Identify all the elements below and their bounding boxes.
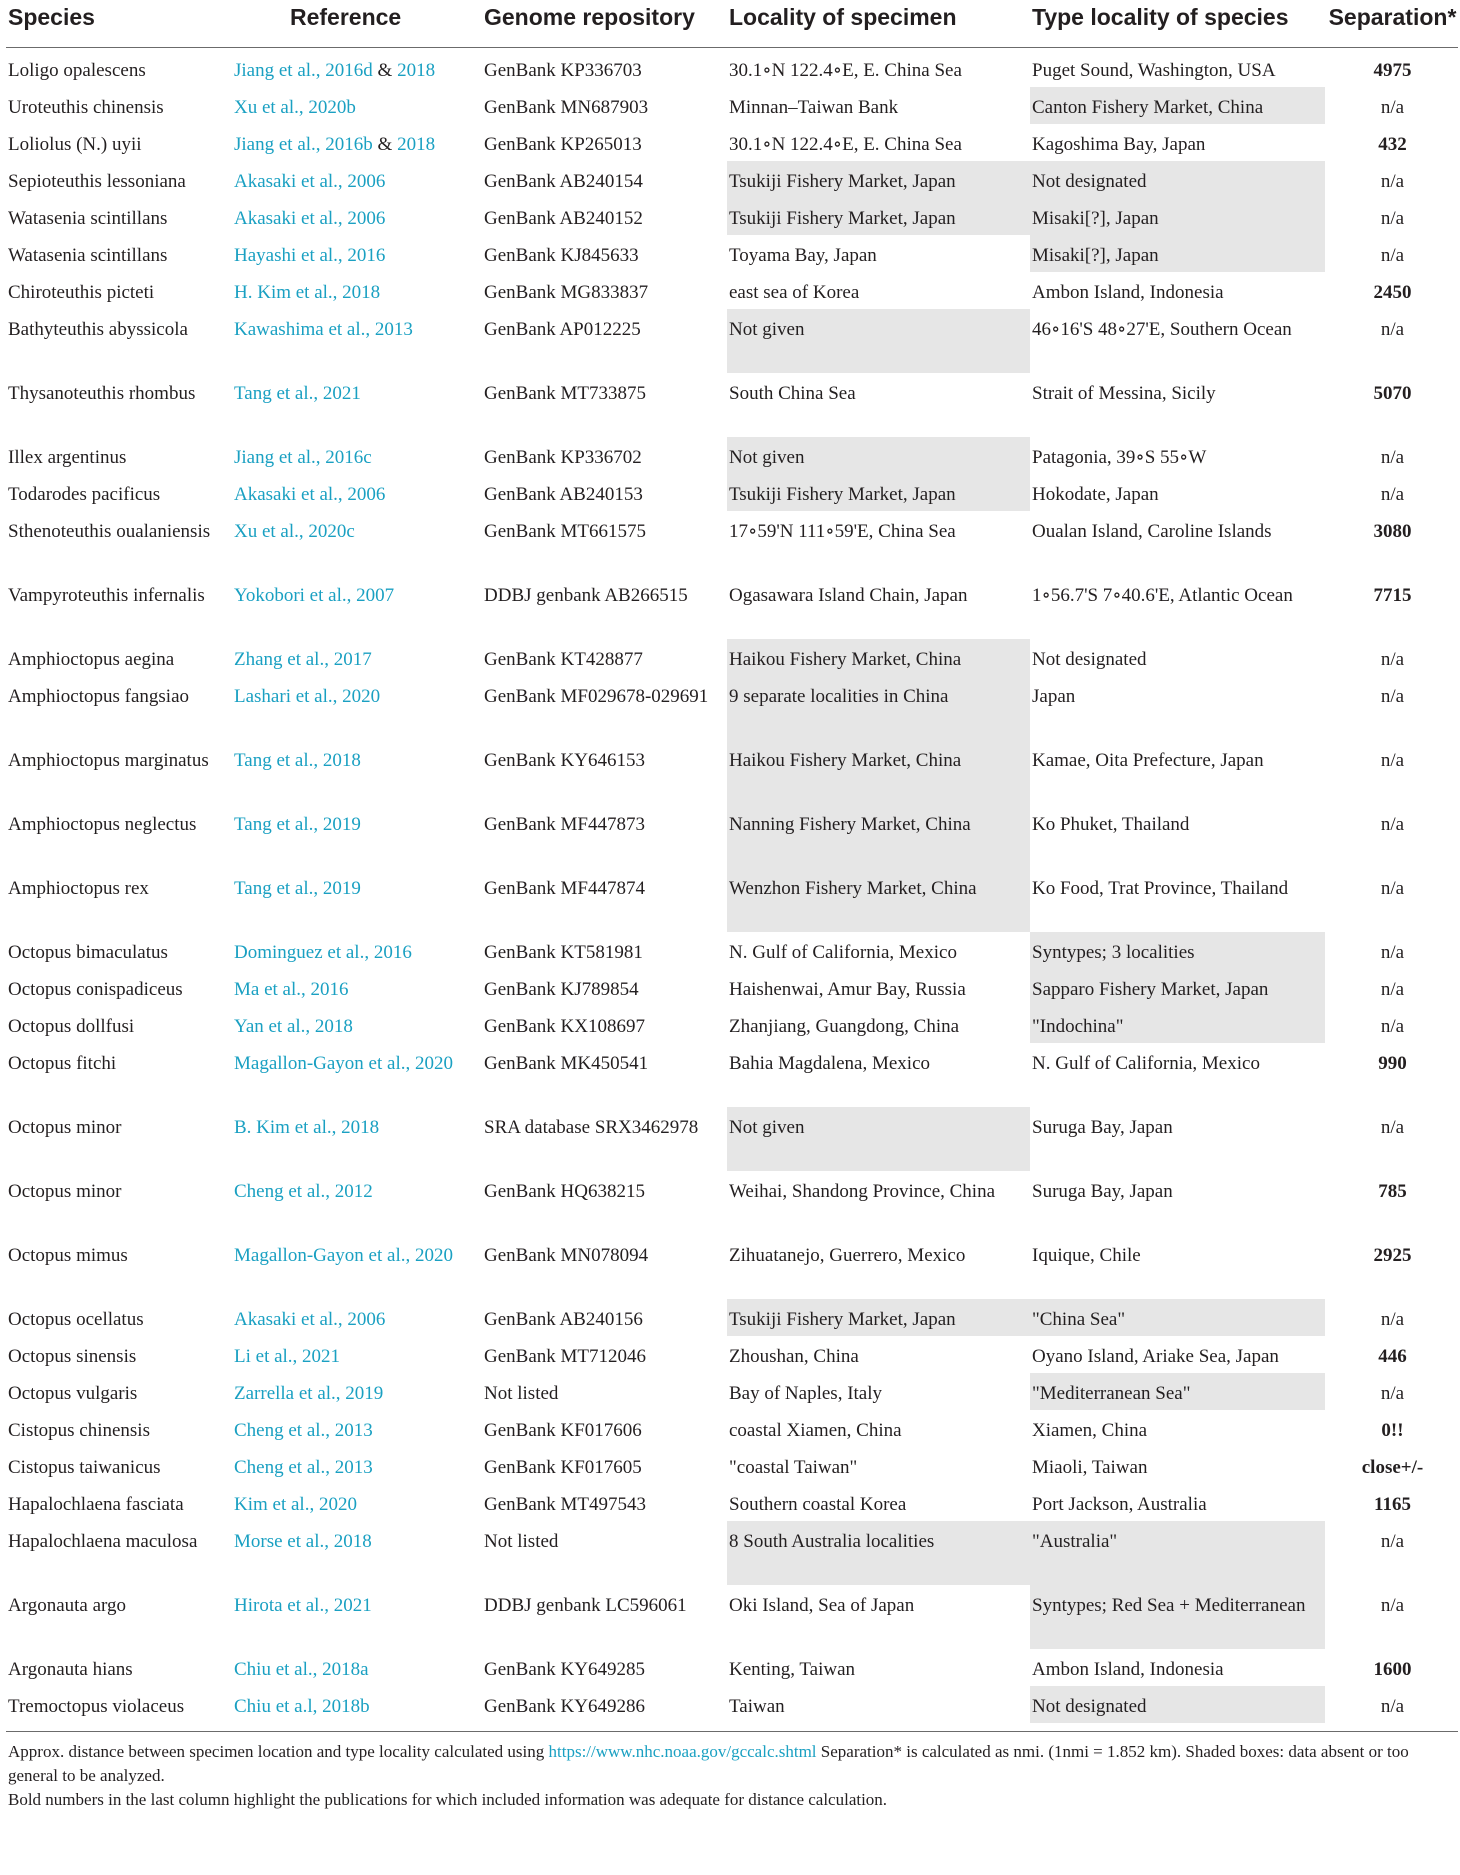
separation-cell: n/a — [1380, 1696, 1405, 1717]
table-row — [6, 1336, 1458, 1373]
locality-cell: Southern coastal Korea — [729, 1494, 907, 1515]
separation-cell: n/a — [1380, 245, 1405, 266]
reference-cell — [232, 1373, 482, 1410]
table-row — [6, 969, 1458, 1006]
locality-cell: Taiwan — [729, 1696, 785, 1717]
locality-cell: Oki Island, Sea of Japan — [729, 1595, 915, 1616]
species-cell: Amphioctopus fangsiao — [8, 686, 190, 707]
type-locality-cell: Japan — [1032, 686, 1076, 707]
reference-cell — [232, 868, 482, 932]
table-row — [6, 676, 1458, 740]
locality-cell: Not given — [727, 1107, 1030, 1171]
table-row — [6, 272, 1458, 309]
reference-link[interactable]: Kim et al., 2020 — [234, 1494, 357, 1515]
species-cell: Illex argentinus — [8, 447, 127, 468]
table-row — [6, 1006, 1458, 1043]
table-body — [6, 48, 1458, 1724]
reference-link[interactable]: Hayashi et al., 2016 — [234, 245, 386, 266]
reference-link[interactable]: Akasaki et al., 2006 — [234, 208, 386, 229]
type-locality-cell: Suruga Bay, Japan — [1032, 1181, 1173, 1202]
repository-cell: GenBank AB240154 — [484, 171, 643, 192]
table-row — [6, 474, 1458, 511]
type-locality-cell: Port Jackson, Australia — [1032, 1494, 1207, 1515]
species-cell: Octopus bimaculatus — [8, 942, 168, 963]
type-locality-cell: Suruga Bay, Japan — [1032, 1117, 1173, 1138]
table-row — [6, 1686, 1458, 1723]
table-row — [6, 1107, 1458, 1171]
locality-cell: Haishenwai, Amur Bay, Russia — [729, 979, 966, 1000]
reference-link[interactable]: 2018 — [397, 60, 436, 81]
separation-cell: n/a — [1380, 686, 1405, 707]
table-row — [6, 1373, 1458, 1410]
reference-cell — [232, 969, 482, 1006]
type-locality-cell: Misaki[?], Japan — [1030, 198, 1325, 235]
type-locality-cell: Sapparo Fishery Market, Japan — [1030, 969, 1325, 1006]
reference-link[interactable]: Tang et al., 2021 — [234, 383, 361, 404]
type-locality-cell: Patagonia, 39∘S 55∘W — [1032, 447, 1207, 468]
species-cell: Cistopus chinensis — [8, 1420, 150, 1441]
type-locality-cell: Ko Food, Trat Province, Thailand — [1032, 878, 1289, 899]
repository-cell: GenBank KJ845633 — [484, 245, 639, 266]
locality-cell: Zihuatanejo, Guerrero, Mexico — [729, 1245, 966, 1266]
locality-cell: Nanning Fishery Market, China — [727, 804, 1030, 868]
separation-cell: n/a — [1380, 979, 1405, 1000]
locality-cell: 30.1∘N 122.4∘E, E. China Sea — [729, 60, 962, 81]
reference-link[interactable]: Cheng et al., 2012 — [234, 1181, 373, 1202]
species-cell: Bathyteuthis abyssicola — [8, 319, 188, 340]
species-cell: Octopus minor — [8, 1181, 122, 1202]
locality-cell: Tsukiji Fishery Market, Japan — [727, 198, 1030, 235]
repository-cell: GenBank KY649286 — [484, 1696, 645, 1717]
reference-cell — [232, 804, 482, 868]
reference-cell — [232, 161, 482, 198]
reference-cell — [232, 437, 482, 474]
reference-link[interactable]: Tang et al., 2018 — [234, 750, 361, 771]
table-row — [6, 124, 1458, 161]
table-row — [6, 1521, 1458, 1585]
type-locality-cell: Kamae, Oita Prefecture, Japan — [1032, 750, 1264, 771]
repository-cell: GenBank KP265013 — [484, 134, 642, 155]
repository-cell: Not listed — [484, 1383, 559, 1404]
gccalc-link[interactable]: https://www.nhc.noaa.gov/gccalc.shtml — [548, 1742, 817, 1761]
type-locality-cell: Strait of Messina, Sicily — [1032, 383, 1216, 404]
separation-cell: n/a — [1380, 97, 1405, 118]
reference-link[interactable]: Magallon-Gayon et al., 2020 — [234, 1245, 453, 1266]
separation-cell: n/a — [1380, 447, 1405, 468]
repository-cell: GenBank AB240152 — [484, 208, 643, 229]
footnote-text: Approx. distance between specimen location and type locality calculated using — [8, 1742, 549, 1761]
reference-link[interactable]: Jiang et al., 2016c — [234, 447, 372, 468]
reference-link[interactable]: Kawashima et al., 2013 — [234, 319, 413, 340]
header-row — [6, 0, 1458, 48]
reference-cell — [232, 1521, 482, 1585]
table-row — [6, 575, 1458, 639]
table-row — [6, 740, 1458, 804]
type-locality-cell: Syntypes; Red Sea + Mediterranean — [1030, 1585, 1325, 1649]
reference-cell — [232, 1447, 482, 1484]
reference-cell — [232, 124, 482, 161]
locality-cell: Zhoushan, China — [729, 1346, 859, 1367]
table-row — [6, 87, 1458, 124]
reference-cell — [232, 1649, 482, 1686]
repository-cell: GenBank MT733875 — [484, 383, 647, 404]
header-type-locality: Type locality of species — [1030, 0, 1325, 48]
locality-cell: Not given — [727, 309, 1030, 373]
locality-cell: Haikou Fishery Market, China — [727, 740, 1030, 804]
repository-cell: DDBJ genbank AB266515 — [484, 585, 688, 606]
reference-link[interactable]: Zhang et al., 2017 — [234, 649, 372, 670]
species-cell: Amphioctopus neglectus — [8, 814, 197, 835]
separation-cell: n/a — [1380, 649, 1405, 670]
table-footnote — [6, 1731, 1458, 1812]
separation-cell: n/a — [1380, 1016, 1405, 1037]
reference-link[interactable]: Xu et al., 2020b — [234, 97, 356, 118]
separation-cell: n/a — [1380, 1383, 1405, 1404]
type-locality-cell: Canton Fishery Market, China — [1030, 87, 1325, 124]
separation-cell: n/a — [1380, 878, 1405, 899]
species-cell: Argonauta argo — [8, 1595, 127, 1616]
species-cell: Chiroteuthis picteti — [8, 282, 155, 303]
separation-cell: 7715 — [1373, 585, 1412, 606]
table-row — [6, 1043, 1458, 1107]
reference-cell — [232, 1171, 482, 1235]
type-locality-cell: Not designated — [1032, 649, 1147, 670]
separation-cell: 0!! — [1381, 1420, 1404, 1441]
separation-cell: 5070 — [1373, 383, 1412, 404]
reference-link[interactable]: 2018 — [397, 134, 436, 155]
separation-cell: n/a — [1380, 484, 1405, 505]
repository-cell: GenBank KF017605 — [484, 1457, 642, 1478]
type-locality-cell: Syntypes; 3 localities — [1030, 932, 1325, 969]
reference-cell — [232, 1585, 482, 1649]
locality-cell: Wenzhon Fishery Market, China — [727, 868, 1030, 932]
species-cell: Octopus dollfusi — [8, 1016, 135, 1037]
table-row — [6, 309, 1458, 373]
type-locality-cell: Misaki[?], Japan — [1030, 235, 1325, 272]
repository-cell: GenBank MT661575 — [484, 521, 647, 542]
table-row — [6, 804, 1458, 868]
type-locality-cell: Oualan Island, Caroline Islands — [1032, 521, 1272, 542]
header-separation: Separation* — [1325, 0, 1458, 48]
footnote-line-1 — [8, 1740, 1458, 1788]
reference-link[interactable]: H. Kim et al., 2018 — [234, 282, 381, 303]
reference-cell — [232, 48, 482, 88]
separation-cell: n/a — [1380, 1309, 1405, 1330]
reference-cell — [232, 309, 482, 373]
type-locality-cell: N. Gulf of California, Mexico — [1032, 1053, 1260, 1074]
table-row — [6, 1649, 1458, 1686]
species-cell: Octopus sinensis — [8, 1346, 137, 1367]
locality-cell: South China Sea — [729, 383, 856, 404]
separation-cell: n/a — [1380, 208, 1405, 229]
species-cell: Octopus vulgaris — [8, 1383, 138, 1404]
repository-cell: GenBank MF447873 — [484, 814, 645, 835]
locality-cell: Zhanjiang, Guangdong, China — [729, 1016, 960, 1037]
type-locality-cell: Hokodate, Japan — [1032, 484, 1159, 505]
locality-cell: 9 separate localities in China — [727, 676, 1030, 740]
reference-link[interactable]: Yokobori et al., 2007 — [234, 585, 395, 606]
reference-cell — [232, 1299, 482, 1336]
locality-cell: Haikou Fishery Market, China — [727, 639, 1030, 676]
reference-cell — [232, 639, 482, 676]
table-row — [6, 1447, 1458, 1484]
repository-cell: GenBank AB240153 — [484, 484, 643, 505]
species-cell: Loliolus (N.) uyii — [8, 134, 142, 155]
species-cell: Octopus ocellatus — [8, 1309, 144, 1330]
type-locality-cell: Kagoshima Bay, Japan — [1032, 134, 1206, 155]
table-row — [6, 868, 1458, 932]
repository-cell: GenBank MF447874 — [484, 878, 645, 899]
species-cell: Thysanoteuthis rhombus — [8, 383, 196, 404]
species-cell: Watasenia scintillans — [8, 208, 168, 229]
reference-link[interactable]: Jiang et al., 2016d — [234, 60, 373, 81]
species-cell: Octopus fitchi — [8, 1053, 117, 1074]
locality-cell: east sea of Korea — [729, 282, 860, 303]
repository-cell: GenBank MG833837 — [484, 282, 649, 303]
type-locality-cell: Oyano Island, Ariake Sea, Japan — [1032, 1346, 1279, 1367]
repository-cell: GenBank MT712046 — [484, 1346, 647, 1367]
footnote-line-2: Bold numbers in the last column highlight the publications for which included information was adequate for distance calculation. — [8, 1790, 888, 1809]
repository-cell: GenBank KP336703 — [484, 60, 642, 81]
type-locality-cell: "China Sea" — [1030, 1299, 1325, 1336]
repository-cell: DDBJ genbank LC596061 — [484, 1595, 687, 1616]
locality-cell: "coastal Taiwan" — [729, 1457, 858, 1478]
reference-link[interactable]: Chiu et al., 2018a — [234, 1659, 369, 1680]
type-locality-cell: "Mediterranean Sea" — [1030, 1373, 1325, 1410]
species-cell: Sepioteuthis lessoniana — [8, 171, 186, 192]
type-locality-cell: Puget Sound, Washington, USA — [1032, 60, 1276, 81]
table-row — [6, 1484, 1458, 1521]
locality-cell: Toyama Bay, Japan — [729, 245, 877, 266]
table-row — [6, 1171, 1458, 1235]
reference-link[interactable]: Ma et al., 2016 — [234, 979, 349, 1000]
reference-link[interactable]: Jiang et al., 2016b — [234, 134, 373, 155]
table-row — [6, 932, 1458, 969]
separation-cell: n/a — [1380, 1595, 1405, 1616]
reference-cell — [232, 1686, 482, 1723]
table-row — [6, 511, 1458, 575]
table-row — [6, 639, 1458, 676]
separation-cell: n/a — [1380, 942, 1405, 963]
reference-cell — [232, 1336, 482, 1373]
reference-link[interactable]: Magallon-Gayon et al., 2020 — [234, 1053, 453, 1074]
type-locality-cell: Xiamen, China — [1032, 1420, 1148, 1441]
repository-cell: GenBank KJ789854 — [484, 979, 639, 1000]
reference-cell — [232, 1107, 482, 1171]
separation-cell: 2450 — [1373, 282, 1412, 303]
repository-cell: GenBank KT428877 — [484, 649, 643, 670]
repository-cell: SRA database SRX3462978 — [484, 1117, 699, 1138]
type-locality-cell: "Australia" — [1030, 1521, 1325, 1585]
locality-cell: 8 South Australia localities — [727, 1521, 1030, 1585]
reference-link[interactable]: Akasaki et al., 2006 — [234, 1309, 386, 1330]
header-reference: Reference — [232, 0, 482, 48]
separation-cell: n/a — [1380, 750, 1405, 771]
species-cell: Argonauta hians — [8, 1659, 133, 1680]
separation-cell: 1165 — [1374, 1494, 1411, 1515]
species-cell: Loligo opalescens — [8, 60, 146, 81]
reference-cell — [232, 1484, 482, 1521]
species-cell: Octopus conispadiceus — [8, 979, 183, 1000]
reference-cell — [232, 575, 482, 639]
reference-link[interactable]: Zarrella et al., 2019 — [234, 1383, 384, 1404]
species-cell: Hapalochlaena fasciata — [8, 1494, 184, 1515]
separation-cell: 990 — [1378, 1053, 1407, 1074]
species-cell: Watasenia scintillans — [8, 245, 168, 266]
reference-cell — [232, 1235, 482, 1299]
reference-cell — [232, 235, 482, 272]
species-cell: Hapalochlaena maculosa — [8, 1531, 198, 1552]
species-cell: Amphioctopus aegina — [8, 649, 175, 670]
species-cell: Vampyroteuthis infernalis — [8, 585, 205, 606]
type-locality-cell: Miaoli, Taiwan — [1032, 1457, 1148, 1478]
reference-link[interactable]: Tang et al., 2019 — [234, 814, 361, 835]
repository-cell: GenBank KP336702 — [484, 447, 642, 468]
reference-link[interactable]: Morse et al., 2018 — [234, 1531, 372, 1552]
locality-cell: Bahia Magdalena, Mexico — [729, 1053, 931, 1074]
locality-cell: N. Gulf of California, Mexico — [729, 942, 957, 963]
reference-link[interactable]: Akasaki et al., 2006 — [234, 484, 386, 505]
type-locality-cell: Ambon Island, Indonesia — [1032, 282, 1224, 303]
type-locality-cell: Not designated — [1030, 161, 1325, 198]
reference-link[interactable]: Xu et al., 2020c — [234, 521, 355, 542]
table-row — [6, 1299, 1458, 1336]
reference-cell — [232, 272, 482, 309]
table-row — [6, 48, 1458, 88]
locality-cell: coastal Xiamen, China — [729, 1420, 902, 1441]
separation-cell: 2925 — [1373, 1245, 1412, 1266]
type-locality-cell: 46∘16'S 48∘27'E, Southern Ocean — [1032, 319, 1292, 340]
type-locality-cell: 1∘56.7'S 7∘40.6'E, Atlantic Ocean — [1032, 585, 1293, 606]
reference-cell — [232, 1006, 482, 1043]
species-cell: Amphioctopus rex — [8, 878, 149, 899]
reference-ampersand: & — [372, 60, 398, 81]
table-row — [6, 373, 1458, 437]
reference-cell — [232, 511, 482, 575]
table-row — [6, 235, 1458, 272]
table-row — [6, 1235, 1458, 1299]
locality-cell: Tsukiji Fishery Market, Japan — [727, 1299, 1030, 1336]
repository-cell: GenBank KF017606 — [484, 1420, 642, 1441]
reference-cell — [232, 198, 482, 235]
species-cell: Todarodes pacificus — [8, 484, 161, 505]
table-row — [6, 161, 1458, 198]
reference-cell — [232, 87, 482, 124]
table-row — [6, 1410, 1458, 1447]
type-locality-cell: "Indochina" — [1030, 1006, 1325, 1043]
species-cell: Tremoctopus violaceus — [8, 1696, 185, 1717]
reference-cell — [232, 1043, 482, 1107]
repository-cell: GenBank MK450541 — [484, 1053, 649, 1074]
separation-cell: 3080 — [1373, 521, 1412, 542]
header-locality: Locality of specimen — [727, 0, 1030, 48]
reference-link[interactable]: Akasaki et al., 2006 — [234, 171, 386, 192]
species-cell: Cistopus taiwanicus — [8, 1457, 161, 1478]
repository-cell: GenBank MT497543 — [484, 1494, 647, 1515]
locality-cell: Not given — [727, 437, 1030, 474]
locality-cell: 30.1∘N 122.4∘E, E. China Sea — [729, 134, 962, 155]
reference-link[interactable]: Li et al., 2021 — [234, 1346, 341, 1367]
separation-cell: 1600 — [1373, 1659, 1412, 1680]
locality-cell: 17∘59'N 111∘59'E, China Sea — [729, 521, 956, 542]
repository-cell: GenBank MN687903 — [484, 97, 649, 118]
repository-cell: GenBank AB240156 — [484, 1309, 643, 1330]
reference-link[interactable]: Lashari et al., 2020 — [234, 686, 381, 707]
reference-link[interactable]: B. Kim et al., 2018 — [234, 1117, 380, 1138]
reference-link[interactable]: Dominguez et al., 2016 — [234, 942, 412, 963]
separation-cell: n/a — [1380, 1531, 1405, 1552]
separation-cell: 446 — [1378, 1346, 1407, 1367]
header-repository: Genome repository — [482, 0, 727, 48]
separation-cell: n/a — [1380, 319, 1405, 340]
species-cell: Uroteuthis chinensis — [8, 97, 164, 118]
reference-link[interactable]: Tang et al., 2019 — [234, 878, 361, 899]
reference-cell — [232, 676, 482, 740]
header-species: Species — [6, 0, 232, 48]
repository-cell: GenBank HQ638215 — [484, 1181, 645, 1202]
separation-cell: n/a — [1380, 171, 1405, 192]
separation-cell: n/a — [1380, 1117, 1405, 1138]
reference-ampersand: & — [372, 134, 398, 155]
footnote-text-cont: Separation* is calculated as nmi. (1nmi = 1.852 km). Shaded boxes: data absent or too general to be analyzed. — [8, 1742, 1409, 1785]
species-cell: Octopus mimus — [8, 1245, 128, 1266]
type-locality-cell: Iquique, Chile — [1032, 1245, 1141, 1266]
table-row — [6, 437, 1458, 474]
separation-cell: close+/- — [1361, 1457, 1424, 1478]
locality-cell: Ogasawara Island Chain, Japan — [729, 585, 968, 606]
reference-link[interactable]: Chiu et a.l, 2018b — [234, 1696, 370, 1717]
species-cell: Sthenoteuthis oualaniensis — [8, 521, 211, 542]
locality-cell: Tsukiji Fishery Market, Japan — [727, 161, 1030, 198]
locality-cell: Bay of Naples, Italy — [729, 1383, 883, 1404]
repository-cell: GenBank KY649285 — [484, 1659, 645, 1680]
separation-cell: 432 — [1378, 134, 1407, 155]
type-locality-cell: Not designated — [1030, 1686, 1325, 1723]
repository-cell: GenBank KY646153 — [484, 750, 645, 771]
repository-cell: GenBank MF029678-029691 — [484, 686, 709, 707]
repository-cell: GenBank AP012225 — [484, 319, 641, 340]
reference-link[interactable]: Cheng et al., 2013 — [234, 1420, 373, 1441]
reference-link[interactable]: Yan et al., 2018 — [234, 1016, 353, 1037]
type-locality-cell: Ko Phuket, Thailand — [1032, 814, 1190, 835]
separation-cell: 4975 — [1373, 60, 1412, 81]
species-cell: Octopus minor — [8, 1117, 122, 1138]
locality-cell: Minnan–Taiwan Bank — [729, 97, 899, 118]
type-locality-cell: Ambon Island, Indonesia — [1032, 1659, 1224, 1680]
repository-cell: GenBank KX108697 — [484, 1016, 645, 1037]
locality-cell: Weihai, Shandong Province, China — [729, 1181, 996, 1202]
table-row — [6, 198, 1458, 235]
cephalopod-genome-table — [6, 0, 1458, 1723]
reference-cell — [232, 932, 482, 969]
repository-cell: Not listed — [484, 1531, 559, 1552]
reference-cell — [232, 474, 482, 511]
locality-cell: Kenting, Taiwan — [729, 1659, 856, 1680]
table-row — [6, 1585, 1458, 1649]
locality-cell: Tsukiji Fishery Market, Japan — [727, 474, 1030, 511]
reference-link[interactable]: Hirota et al., 2021 — [234, 1595, 372, 1616]
separation-cell: 785 — [1378, 1181, 1407, 1202]
separation-cell: n/a — [1380, 814, 1405, 835]
reference-cell — [232, 1410, 482, 1447]
reference-link[interactable]: Cheng et al., 2013 — [234, 1457, 373, 1478]
repository-cell: GenBank KT581981 — [484, 942, 643, 963]
reference-cell — [232, 740, 482, 804]
repository-cell: GenBank MN078094 — [484, 1245, 649, 1266]
species-cell: Amphioctopus marginatus — [8, 750, 209, 771]
reference-cell — [232, 373, 482, 437]
